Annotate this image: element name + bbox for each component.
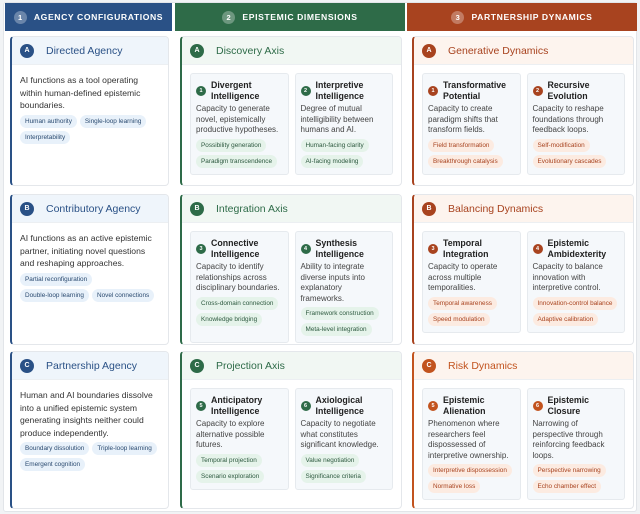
tag-list bbox=[428, 139, 515, 168]
tag-chip: Self-modification bbox=[533, 139, 590, 152]
subcard-header bbox=[428, 80, 515, 101]
tag-chip: Human authority bbox=[20, 115, 77, 128]
subcard-title: Synthesis Intelligence bbox=[315, 238, 364, 259]
section-card bbox=[412, 351, 634, 509]
tag-list bbox=[12, 442, 168, 471]
tag-chip: Meta-level integration bbox=[301, 323, 372, 336]
section-header bbox=[414, 195, 633, 223]
subcard-header bbox=[196, 238, 283, 259]
tag-chip: Evolutionary cascades bbox=[533, 155, 607, 168]
subcard-number-badge: 6 bbox=[301, 401, 311, 411]
subcard-row bbox=[182, 223, 401, 345]
section-title: Balancing Dynamics bbox=[448, 202, 544, 215]
dimension-subcard bbox=[295, 231, 394, 343]
dimension-subcard bbox=[190, 73, 289, 175]
section-title: Partnership Agency bbox=[46, 359, 138, 372]
tag-chip: Temporal projection bbox=[196, 454, 262, 467]
subcard-title: Transformative Potential bbox=[443, 80, 507, 101]
tag-list bbox=[196, 454, 283, 483]
subcard-row bbox=[414, 65, 633, 183]
tag-chip: Significance criteria bbox=[301, 470, 366, 483]
subcard-row bbox=[182, 380, 401, 498]
dimension-subcard bbox=[527, 231, 626, 333]
subcard-header bbox=[533, 80, 620, 101]
section-description: Human and AI boundaries dissolve into a unified epistemic system generating insights neither could produce independently. bbox=[20, 390, 153, 438]
subcard-title: Temporal Integration bbox=[443, 238, 489, 259]
column-title: AGENCY CONFIGURATIONS bbox=[33, 12, 164, 22]
section-description: AI functions as a tool operating within human-defined epistemic boundaries. bbox=[20, 75, 141, 111]
column-header bbox=[175, 3, 405, 31]
subcard-number-badge: 2 bbox=[533, 86, 543, 96]
tag-list bbox=[12, 273, 168, 302]
tag-chip: Breakthrough catalysis bbox=[428, 155, 503, 168]
section-card bbox=[10, 194, 169, 345]
section-letter-badge: A bbox=[422, 44, 436, 58]
column-title: PARTNERSHIP DYNAMICS bbox=[471, 12, 593, 22]
section-header bbox=[182, 37, 401, 65]
subcard-number-badge: 1 bbox=[428, 86, 438, 96]
tag-chip: Interpretability bbox=[20, 131, 70, 144]
column-header bbox=[5, 3, 172, 31]
tag-chip: Field transformation bbox=[428, 139, 494, 152]
subcard-header bbox=[428, 395, 515, 416]
section-title: Contributory Agency bbox=[46, 202, 141, 215]
tag-list bbox=[301, 307, 388, 336]
subcard-title: Recursive Evolution bbox=[547, 80, 590, 101]
tag-list bbox=[196, 297, 283, 326]
subcard-row bbox=[182, 65, 401, 183]
subcard-header bbox=[301, 80, 388, 101]
section-header bbox=[12, 195, 168, 223]
section-letter-badge: A bbox=[190, 44, 204, 58]
tag-list bbox=[196, 139, 283, 168]
tag-chip: Possibility generation bbox=[196, 139, 266, 152]
section-description: AI functions as an active epistemic partner, initiating novel questions and reshaping approaches. bbox=[20, 233, 152, 269]
tag-list bbox=[301, 454, 388, 483]
subcard-description: Capacity to reshape foundations through feedback loops. bbox=[532, 104, 604, 134]
subcard-title: Divergent Intelligence bbox=[211, 80, 260, 101]
subcard-title: Epistemic Ambidexterity bbox=[547, 238, 607, 259]
section-header bbox=[182, 352, 401, 380]
column-number-badge: 2 bbox=[222, 11, 235, 24]
subcard-title: Axiological Intelligence bbox=[315, 395, 364, 416]
column-number-badge: 3 bbox=[451, 11, 464, 24]
section-card bbox=[412, 36, 634, 186]
subcard-row bbox=[414, 380, 633, 508]
section-header bbox=[12, 37, 168, 65]
column-title: EPISTEMIC DIMENSIONS bbox=[242, 12, 358, 22]
column-3 bbox=[407, 3, 637, 511]
tag-chip: Partial reconfiguration bbox=[20, 273, 92, 286]
section-card bbox=[180, 351, 402, 509]
subcard-description: Phenomenon where researchers feel dispossessed of interpretive ownership. bbox=[428, 419, 509, 460]
tag-chip: Adaptive calibration bbox=[533, 313, 599, 326]
section-card bbox=[10, 36, 169, 186]
subcard-header bbox=[533, 238, 620, 259]
tag-list bbox=[428, 297, 515, 326]
tag-chip: AI-facing modeling bbox=[301, 155, 364, 168]
section-letter-badge: B bbox=[20, 202, 34, 216]
tag-chip: Human-facing clarity bbox=[301, 139, 369, 152]
framework-diagram bbox=[3, 2, 637, 512]
subcard-description: Capacity to create paradigm shifts that transform fields. bbox=[428, 104, 498, 134]
tag-chip: Framework construction bbox=[301, 307, 379, 320]
subcard-description: Capacity to balance innovation with interpretive control. bbox=[532, 262, 603, 292]
tag-chip: Interpretive dispossession bbox=[428, 464, 512, 477]
subcard-header bbox=[301, 395, 388, 416]
tag-chip: Scenario exploration bbox=[196, 470, 264, 483]
tag-chip: Temporal awareness bbox=[428, 297, 497, 310]
section-header bbox=[12, 352, 168, 380]
section-card bbox=[180, 194, 402, 345]
subcard-description: Ability to integrate diverse inputs into explanatory frameworks. bbox=[300, 262, 365, 303]
subcard-number-badge: 3 bbox=[428, 244, 438, 254]
subcard-number-badge: 5 bbox=[428, 401, 438, 411]
tag-chip: Single-loop learning bbox=[80, 115, 147, 128]
subcard-row bbox=[414, 223, 633, 341]
subcard-title: Epistemic Alienation bbox=[443, 395, 486, 416]
subcard-header bbox=[428, 238, 515, 259]
tag-chip: Innovation-control balance bbox=[533, 297, 618, 310]
subcard-number-badge: 2 bbox=[301, 86, 311, 96]
tag-chip: Knowledge bridging bbox=[196, 313, 262, 326]
section-title: Projection Axis bbox=[216, 359, 285, 372]
dimension-subcard bbox=[422, 388, 521, 500]
section-letter-badge: C bbox=[20, 359, 34, 373]
dimension-subcard bbox=[190, 231, 289, 343]
section-title: Directed Agency bbox=[46, 44, 123, 57]
column-header bbox=[407, 3, 637, 31]
section-letter-badge: B bbox=[422, 202, 436, 216]
subcard-header bbox=[301, 238, 388, 259]
subcard-number-badge: 6 bbox=[533, 401, 543, 411]
subcard-title: Anticipatory Intelligence bbox=[211, 395, 263, 416]
section-title: Discovery Axis bbox=[216, 44, 285, 57]
dimension-subcard bbox=[527, 73, 626, 175]
section-card bbox=[180, 36, 402, 186]
subcard-number-badge: 3 bbox=[196, 244, 206, 254]
tag-chip: Perspective narrowing bbox=[533, 464, 606, 477]
subcard-header bbox=[533, 395, 620, 416]
tag-chip: Cross-domain connection bbox=[196, 297, 278, 310]
section-letter-badge: B bbox=[190, 202, 204, 216]
subcard-number-badge: 4 bbox=[533, 244, 543, 254]
subcard-header bbox=[196, 80, 283, 101]
tag-list bbox=[301, 139, 388, 168]
tag-chip: Boundary dissolution bbox=[20, 442, 89, 455]
column-2 bbox=[175, 3, 405, 511]
dimension-subcard bbox=[422, 73, 521, 175]
tag-chip: Echo chamber effect bbox=[533, 480, 602, 493]
subcard-description: Capacity to identify relationships across disciplinary boundaries. bbox=[196, 262, 280, 292]
tag-chip: Triple-loop learning bbox=[92, 442, 156, 455]
tag-chip: Novel connections bbox=[92, 289, 154, 302]
subcard-header bbox=[196, 395, 283, 416]
subcard-description: Capacity to operate across multiple temporalities. bbox=[428, 262, 498, 292]
subcard-description: Degree of mutual intelligibility between humans and AI. bbox=[300, 104, 374, 134]
section-header bbox=[182, 195, 401, 223]
section-header bbox=[414, 352, 633, 380]
tag-list bbox=[533, 297, 620, 326]
section-card bbox=[412, 194, 634, 345]
subcard-title: Connective Intelligence bbox=[211, 238, 260, 259]
section-title: Risk Dynamics bbox=[448, 359, 518, 372]
tag-list bbox=[12, 115, 168, 144]
section-letter-badge: C bbox=[422, 359, 436, 373]
tag-chip: Normative loss bbox=[428, 480, 480, 493]
dimension-subcard bbox=[295, 388, 394, 490]
tag-chip: Speed modulation bbox=[428, 313, 490, 326]
subcard-number-badge: 4 bbox=[301, 244, 311, 254]
tag-chip: Double-loop learning bbox=[20, 289, 89, 302]
section-title: Integration Axis bbox=[216, 202, 288, 215]
dimension-subcard bbox=[295, 73, 394, 175]
dimension-subcard bbox=[527, 388, 626, 500]
section-card bbox=[10, 351, 169, 509]
tag-list bbox=[533, 464, 620, 493]
subcard-title: Interpretive Intelligence bbox=[315, 80, 364, 101]
tag-list bbox=[428, 464, 515, 493]
tag-chip: Emergent cognition bbox=[20, 458, 85, 471]
dimension-subcard bbox=[422, 231, 521, 333]
subcard-description: Narrowing of perspective through reinforcing feedback loops. bbox=[532, 419, 605, 460]
column-number-badge: 1 bbox=[14, 11, 27, 24]
tag-list bbox=[533, 139, 620, 168]
subcard-description: Capacity to generate novel, epistemically productive hypotheses. bbox=[196, 104, 279, 134]
section-letter-badge: A bbox=[20, 44, 34, 58]
section-letter-badge: C bbox=[190, 359, 204, 373]
tag-chip: Paradigm transcendence bbox=[196, 155, 277, 168]
subcard-title: Epistemic Closure bbox=[547, 395, 590, 416]
section-header bbox=[414, 37, 633, 65]
subcard-description: Capacity to explore alternative possible futures. bbox=[196, 419, 265, 449]
subcard-number-badge: 1 bbox=[196, 86, 206, 96]
section-title: Generative Dynamics bbox=[448, 44, 549, 57]
subcard-description: Capacity to negotiate what constitutes significant knowledge. bbox=[300, 419, 379, 449]
subcard-number-badge: 5 bbox=[196, 401, 206, 411]
column-1 bbox=[5, 3, 172, 511]
dimension-subcard bbox=[190, 388, 289, 490]
tag-chip: Value negotiation bbox=[301, 454, 360, 467]
